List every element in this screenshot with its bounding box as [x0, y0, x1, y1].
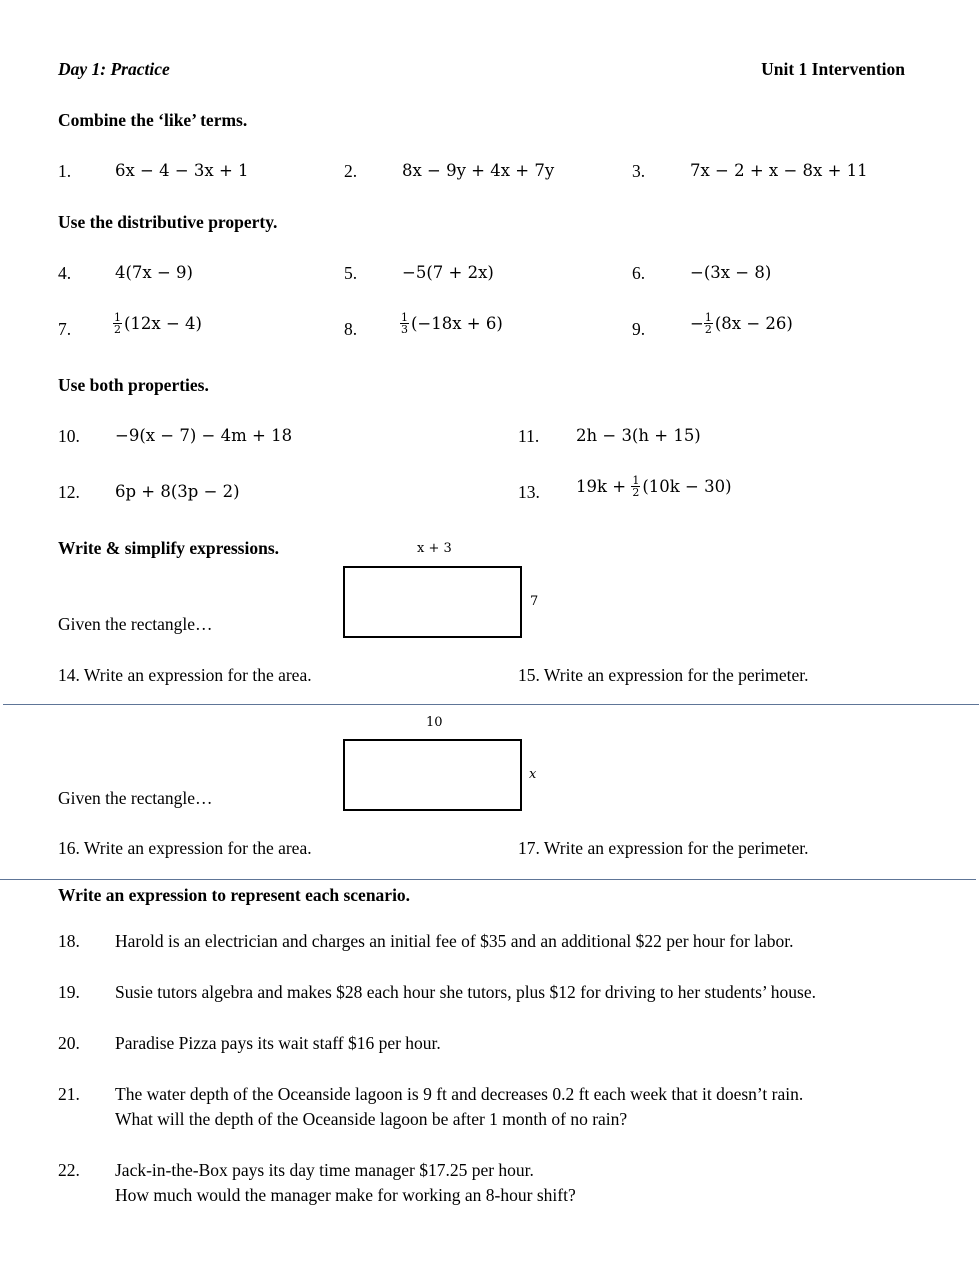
problem-number: 12. [58, 482, 80, 502]
rectangle-height-label: 7 [530, 594, 539, 609]
fraction [400, 312, 409, 335]
problem-number: 5. [344, 263, 358, 283]
problem-expression [576, 476, 732, 499]
problem-number: 6. [632, 263, 646, 283]
expression-body: (10k − 30) [642, 477, 732, 496]
section-heading-both: Use both properties. [58, 375, 209, 395]
problem-number: 2. [344, 161, 358, 181]
problem-number: 10. [58, 426, 80, 446]
expression-sign: − [690, 314, 704, 333]
problem-number: 13. [518, 482, 540, 502]
question-perimeter: 17. Write an expression for the perimeter. [518, 838, 809, 858]
scenario-text: Paradise Pizza pays its wait staff $16 per hour. [115, 1033, 441, 1053]
problem-expression: −(3x − 8) [690, 263, 772, 282]
rectangle-width-label: 10 [426, 715, 443, 730]
page-title: Unit 1 Intervention [761, 59, 905, 79]
problem-expression: 4(7x − 9) [115, 263, 193, 282]
problem-expression: 7x − 2 + x − 8x + 11 [690, 161, 868, 180]
scenario-text: The water depth of the Oceanside lagoon is 9 ft and decreases 0.2 ft each week that it doesn’t rain. [115, 1084, 804, 1104]
fraction [113, 312, 122, 335]
fraction-numerator: 1 [401, 311, 408, 324]
fraction-denominator: 2 [704, 323, 712, 336]
problem-expression [113, 313, 202, 336]
scenario-number: 22. [58, 1160, 80, 1180]
section-heading-scenario: Write an expression to represent each scenario. [58, 885, 411, 905]
scenario-text: Harold is an electrician and charges an initial fee of $35 and an additional $22 per hour for labor. [115, 931, 794, 951]
rectangle-diagram [343, 566, 522, 638]
fraction-denominator: 3 [401, 323, 408, 336]
expression-body: (12x − 4) [124, 314, 202, 333]
fraction-numerator: 1 [704, 311, 712, 324]
problem-expression: −9(x − 7) − 4m + 18 [115, 426, 293, 445]
problem-expression [400, 313, 503, 336]
rectangle-diagram [343, 739, 522, 811]
problem-number: 4. [58, 263, 72, 283]
scenario-number: 20. [58, 1033, 80, 1053]
scenario-question: What will the depth of the Oceanside lagoon be after 1 month of no rain? [115, 1109, 628, 1129]
rectangle-height-label: x [529, 767, 537, 782]
problem-number: 8. [344, 319, 358, 339]
divider [3, 704, 979, 705]
scenario-question: How much would the manager make for working an 8-hour shift? [115, 1185, 576, 1205]
problem-expression: 8x − 9y + 4x + 7y [402, 161, 555, 180]
expression-prefix: 19k + [576, 477, 627, 496]
given-rectangle-text: Given the rectangle… [58, 614, 213, 634]
problem-expression: 2h − 3(h + 15) [576, 426, 701, 445]
question-area: 16. Write an expression for the area. [58, 838, 312, 858]
fraction-denominator: 2 [114, 323, 121, 336]
given-rectangle-text: Given the rectangle… [58, 788, 213, 808]
fraction [704, 312, 713, 335]
fraction-denominator: 2 [632, 486, 640, 499]
problem-expression: −5(7 + 2x) [402, 263, 494, 282]
problem-number: 11. [518, 426, 540, 446]
divider [0, 879, 976, 880]
problem-number: 3. [632, 161, 646, 181]
section-heading-simplify: Write & simplify expressions. [58, 538, 280, 558]
scenario-text: Susie tutors algebra and makes $28 each hour she tutors, plus $12 for driving to her students’ house. [115, 982, 816, 1002]
expression-body: (−18x + 6) [411, 314, 503, 333]
scenario-text: Jack-in-the-Box pays its day time manager $17.25 per hour. [115, 1160, 534, 1180]
problem-number: 1. [58, 161, 72, 181]
problem-expression [690, 313, 793, 336]
expression-body: (8x − 26) [714, 314, 793, 333]
scenario-number: 18. [58, 931, 80, 951]
question-perimeter: 15. Write an expression for the perimeter. [518, 665, 809, 685]
page-subtitle: Day 1: Practice [58, 59, 170, 79]
problem-expression: 6x − 4 − 3x + 1 [115, 161, 249, 180]
scenario-number: 19. [58, 982, 80, 1002]
section-heading-combine: Combine the ‘like’ terms. [58, 110, 248, 130]
problem-number: 9. [632, 319, 646, 339]
fraction-numerator: 1 [632, 474, 640, 487]
problem-number: 7. [58, 319, 72, 339]
question-area: 14. Write an expression for the area. [58, 665, 312, 685]
fraction [631, 475, 640, 498]
scenario-number: 21. [58, 1084, 80, 1104]
section-heading-distributive: Use the distributive property. [58, 212, 278, 232]
problem-expression: 6p + 8(3p − 2) [115, 482, 240, 501]
rectangle-width-label: x + 3 [417, 541, 452, 556]
fraction-numerator: 1 [114, 311, 121, 324]
